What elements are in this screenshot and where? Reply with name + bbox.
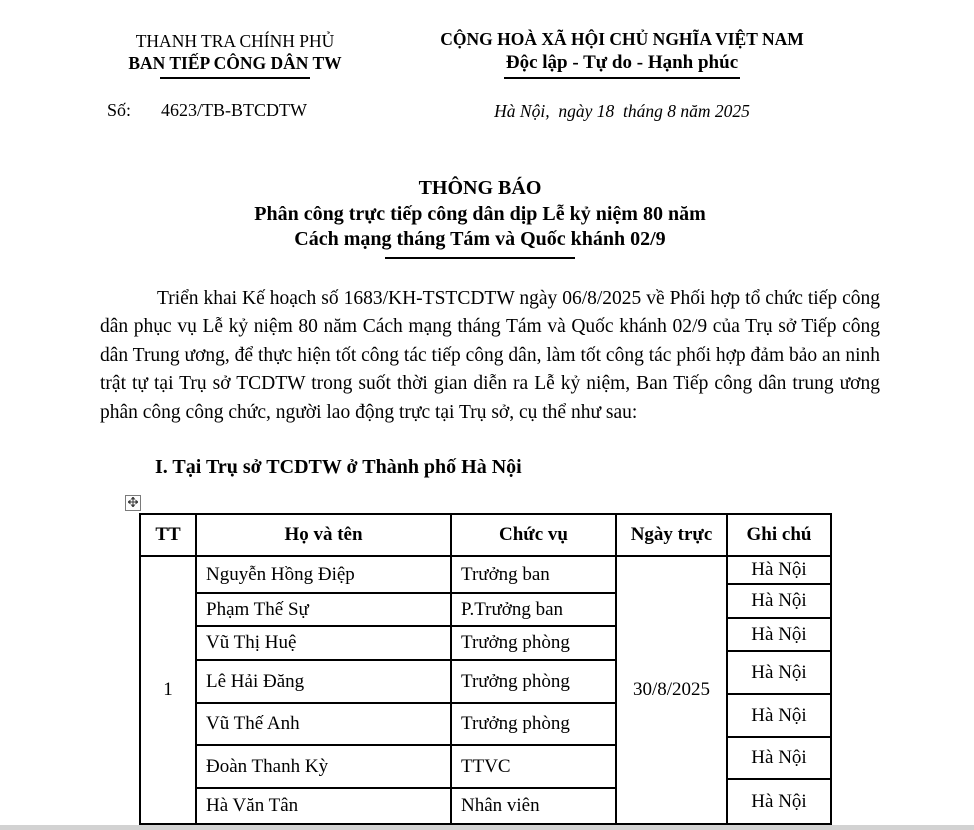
duty-date-cell: 30/8/2025 [617,555,726,823]
column-note [726,515,830,823]
position-cell: Trưởng phòng [452,702,615,744]
position-cell: Nhân viên [452,787,615,823]
document-number-label: Số: [107,100,132,120]
position-cell: Trưởng phòng [452,659,615,702]
column-header-tt: TT [155,524,181,545]
position-cell: P.Trưởng ban [452,592,615,625]
national-title: CỘNG HOÀ XÃ HỘI CHỦ NGHĨA VIỆT NAM [440,29,804,49]
name-cell: Lê Hải Đăng [197,659,450,702]
note-cell: Hà Nội [728,693,830,736]
document-subtitle-line2: Cách mạng tháng Tám và Quốc khánh 02/9 [294,228,666,250]
name-cell: Vũ Thế Anh [197,702,450,744]
column-tt [141,515,195,823]
page-bottom-divider [0,825,974,830]
agency-name: BAN TIẾP CÔNG DÂN TW [128,53,342,73]
move-arrows-icon [128,494,138,512]
national-header-block [398,28,846,123]
note-cell: Hà Nội [728,555,830,583]
position-cell: TTVC [452,744,615,787]
agency-underline [160,77,310,79]
note-cell: Hà Nội [728,650,830,693]
position-cell: Trưởng ban [452,555,615,592]
column-header-note: Ghi chú [746,524,812,545]
national-motto: Độc lập - Tự do - Hạnh phúc [504,51,740,79]
note-cell: Hà Nội [728,617,830,650]
document-subtitle-line1: Phân công trực tiếp công dân dịp Lễ kỷ niệm 80 năm [254,202,706,225]
column-position [450,515,615,823]
agency-parent-name: THANH TRA CHÍNH PHỦ [135,31,335,51]
place-date-line: Hà Nội, ngày 18 tháng 8 năm 2025 [494,101,750,121]
column-header-duty-date: Ngày trực [630,524,713,545]
column-name [195,515,450,823]
position-cell: Trưởng phòng [452,625,615,659]
document-title-block [90,176,870,259]
note-cell: Hà Nội [728,736,830,778]
name-cell: Phạm Thế Sự [197,592,450,625]
section-heading: I. Tại Trụ sở TCDTW ở Thành phố Hà Nội [155,456,522,478]
issuing-agency-block [100,30,370,79]
name-cell: Nguyễn Hồng Điệp [197,555,450,592]
name-cell: Hà Văn Tân [197,787,450,823]
name-cell: Đoàn Thanh Kỳ [197,744,450,787]
column-duty-date [615,515,726,823]
document-number-line [107,100,307,121]
name-cell: Vũ Thị Huệ [197,625,450,659]
document-number-value: 4623/TB-BTCDTW [161,100,308,120]
document-title: THÔNG BÁO [418,177,542,199]
group-number-cell: 1 [141,555,195,823]
note-cell: Hà Nội [728,778,830,823]
body-paragraph: Triển khai Kế hoạch số 1683/KH-TSTCDTW ngày 06/8/2025 về Phối hợp tổ chức tiếp công dân phục vụ Lễ kỷ niệm 80 năm Cách mạng tháng Tám và Quốc khánh 02/9 của Trụ sở Tiếp công dân Trung ương, để thực hiện tốt công tác tiếp công dân, làm tốt công tác phối hợp đảm bảo an ninh trật tự tại Trụ sở TCDTW trong suốt thời gian diễn ra Lễ kỷ niệm, Ban Tiếp công dân trung ương phân công công chức, người lao động trực tại Trụ sở, cụ thể như sau: [100,288,880,423]
note-cell: Hà Nội [728,583,830,617]
duty-roster-table [139,513,832,825]
table-move-handle[interactable] [125,495,141,511]
column-header-name: Họ và tên [284,524,363,545]
title-underline [385,257,575,259]
column-header-position: Chức vụ [499,524,568,545]
